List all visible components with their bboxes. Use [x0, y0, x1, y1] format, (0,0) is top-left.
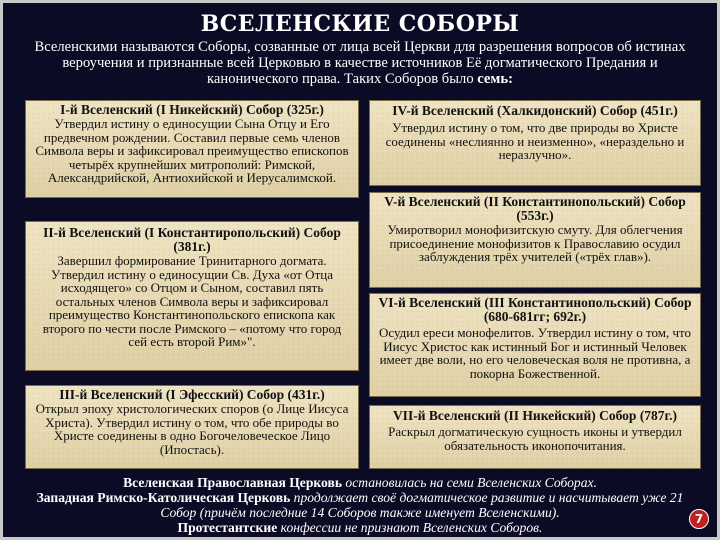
footer-protestant: Протестантские: [177, 520, 278, 535]
council-card-3: [25, 385, 359, 469]
council-text: Открыл эпоху христологических споров (о Лице Иисуса Христа). Утвердил истину о том, что обе природы во Христе соединены в одно Богочеловеческое Лицо (Ипостась).: [35, 401, 349, 457]
council-heading: IV-й Вселенский (Халкидонский) Собор (451г.): [392, 103, 678, 118]
council-card-4: [369, 100, 701, 186]
council-text: Раскрыл догматическую сущность иконы и утвердил обязательность иконопочитания.: [388, 424, 682, 453]
footer-catholic: Западная Римско-Католическая Церковь: [36, 490, 291, 505]
page-number-badge: 7: [689, 509, 709, 529]
council-text: Осудил ереси монофелитов. Утвердил истину о том, что Иисус Христос как истинный Бог и истинный Человек имеет две воли, но его человеческая воля не противна, а покорна Божественной.: [379, 325, 691, 381]
intro-text: Вселенскими называются Соборы, созванные от лица всей Церкви для разрешения вопросов об истинах вероучения и признанные всей Церковью в качестве источников Её догматического Предания и канонического права. Таких Соборов было: [34, 39, 686, 87]
council-text: Утвердил истину о том, что две природы во Христе соединены «неслиянно и неизменно», «нераздельно и неразлучно».: [385, 120, 685, 162]
council-card-2: [25, 221, 359, 371]
slide-title: ВСЕЛЕНСКИЕ СОБОРЫ: [200, 11, 520, 37]
council-text: Умиротворил монофизитскую смуту. Для облегчения присоединение монофизитов к Православию осудил заблуждения трёх учителей («трёх глав»).: [387, 222, 683, 264]
council-card-1: [25, 100, 359, 198]
council-heading: I-й Вселенский (I Никейский) Собор (325г.): [60, 102, 324, 117]
council-card-7: [369, 405, 701, 469]
council-text: Завершил формирование Тринитарного догмата. Утвердил истину о единосущии Св. Духа «от Отца исходящего» со Отцом и Сыном, составил пять остальных членов Символа веры и зафиксировал преимущество Константинопольского епископа как второго по чести после Римского – «потому что город сей есть второй Рим»".: [42, 253, 342, 349]
council-card-5: [369, 192, 701, 288]
council-heading: II-й Вселенский (I Константиропольский) Собор (381г.): [43, 225, 341, 254]
intro-paragraph: [23, 39, 697, 87]
council-heading: VI-й Вселенский (III Константинопольский) Собор (680-681гг; 692г.): [378, 295, 692, 324]
council-heading: V-й Вселенский (II Константинопольский) Собор (553г.): [384, 194, 686, 223]
council-card-6: [369, 293, 701, 397]
council-text: Утвердил истину о единосущии Сына Отцу и Его предвечном рождении. Составил первые семь членов Символа веры и зафиксировал преимущество епископов четырёх крупнейших митрополий: Римской, Александрийской, Антиохийской и Иерусалимской.: [35, 116, 349, 185]
footer-orthodox: Вселенская Православная Церковь: [123, 475, 343, 490]
intro-count: семь:: [477, 71, 513, 87]
council-heading: III-й Вселенский (I Эфесский) Собор (431г.): [59, 387, 325, 402]
footer-note: Вселенская Православная Церковь остановилась на семи Вселенских Соборах. Западная Римско-Католическая Церковь продолжает своё догматическое развитие и насчитывает уже 21 Собор (причём последние 14 Соборов также именует Вселенскими). Протестантские конфессии не признают Вселенских Соборов.: [36, 475, 684, 535]
council-heading: VII-й Вселенский (II Никейский) Собор (787г.): [392, 408, 678, 423]
